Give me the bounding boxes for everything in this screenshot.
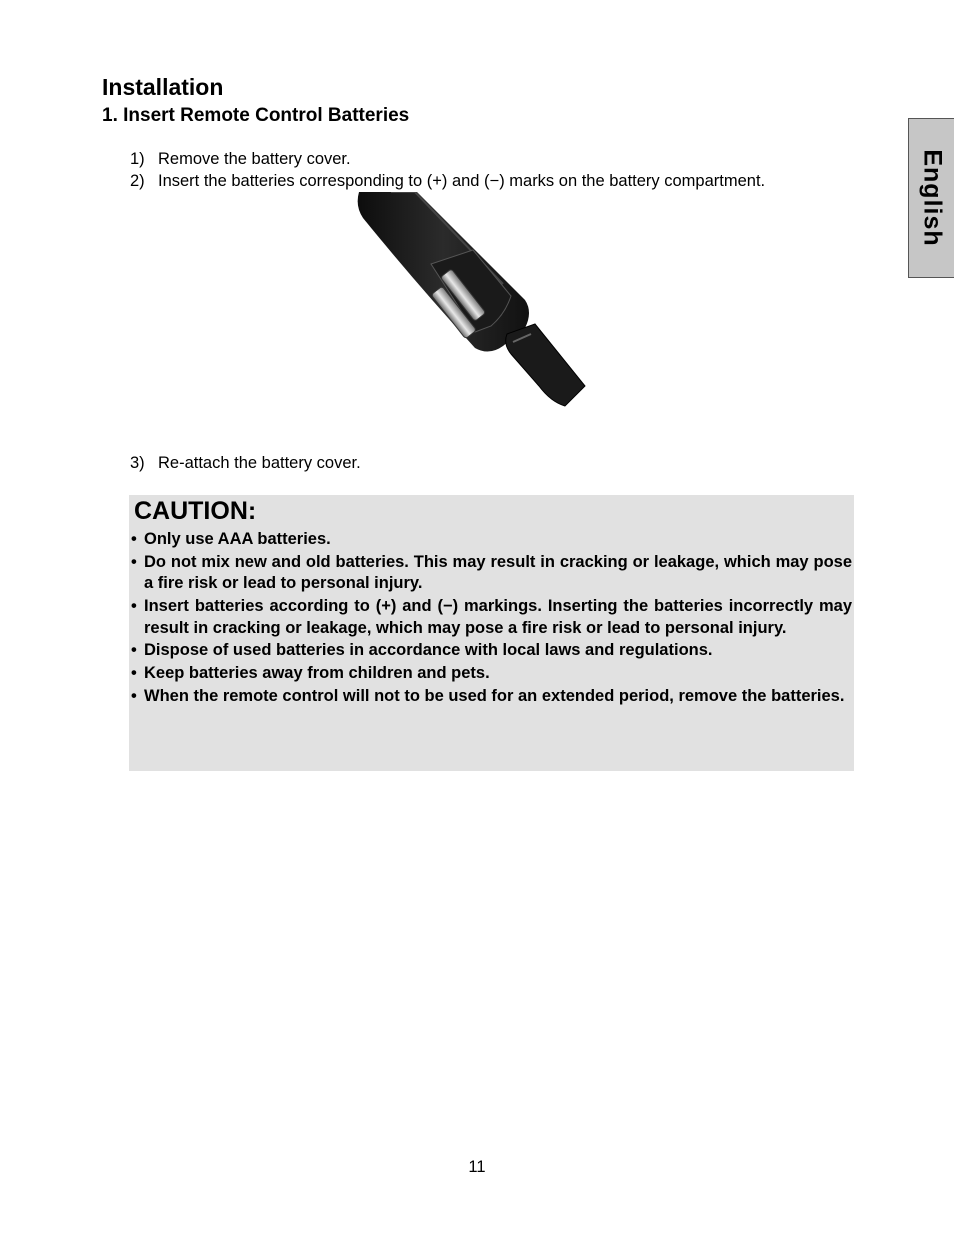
language-tab bbox=[908, 118, 954, 278]
caution-item-text: Only use AAA batteries. bbox=[144, 530, 331, 548]
language-tab-label: English bbox=[918, 149, 946, 247]
step-number: 3) bbox=[130, 454, 145, 472]
bullet-icon: • bbox=[131, 664, 137, 683]
caution-item bbox=[131, 640, 852, 662]
caution-item bbox=[131, 663, 852, 685]
step-text: Remove the battery cover. bbox=[158, 150, 351, 168]
caution-item-text: Dispose of used batteries in accordance with local laws and regulations. bbox=[144, 641, 713, 660]
page-number: 11 bbox=[468, 1158, 486, 1176]
caution-item bbox=[131, 686, 852, 708]
page-title: Installation bbox=[102, 74, 224, 100]
caution-item bbox=[131, 596, 852, 639]
bullet-icon: • bbox=[131, 597, 137, 616]
caution-list bbox=[131, 529, 852, 707]
caution-item-text: Keep batteries away from children and pets. bbox=[144, 664, 490, 683]
caution-item-text: Do not mix new and old batteries. This may result in cracking or leakage, which may pose a fire risk or lead to personal injury. bbox=[144, 552, 852, 593]
step-item bbox=[130, 172, 765, 191]
step-text: Insert the batteries corresponding to (+) and (−) marks on the battery compartment. bbox=[158, 172, 766, 190]
step-item bbox=[130, 454, 361, 473]
bullet-icon: • bbox=[131, 552, 137, 571]
bullet-icon: • bbox=[131, 641, 137, 660]
step-item bbox=[130, 150, 351, 169]
caution-item bbox=[131, 552, 852, 595]
caution-item-text: Insert batteries according to (+) and (−) markings. Inserting the batteries incorrectly may result in cracking or leakage, which may pose a fire risk or lead to personal injury. bbox=[144, 597, 852, 637]
step-text: Re-attach the battery cover. bbox=[158, 454, 361, 472]
caution-item bbox=[131, 529, 852, 551]
bullet-icon: • bbox=[131, 530, 137, 548]
step-number: 2) bbox=[130, 172, 145, 190]
remote-battery-illustration bbox=[355, 192, 595, 414]
battery-cover bbox=[506, 324, 585, 406]
caution-item-text: When the remote control will not to be used for an extended period, remove the batteries. bbox=[144, 686, 845, 705]
section-title: 1. Insert Remote Control Batteries bbox=[102, 105, 410, 126]
caution-box bbox=[129, 495, 854, 771]
step-number: 1) bbox=[130, 150, 145, 168]
caution-title: CAUTION: bbox=[134, 497, 257, 525]
bullet-icon: • bbox=[131, 686, 137, 705]
